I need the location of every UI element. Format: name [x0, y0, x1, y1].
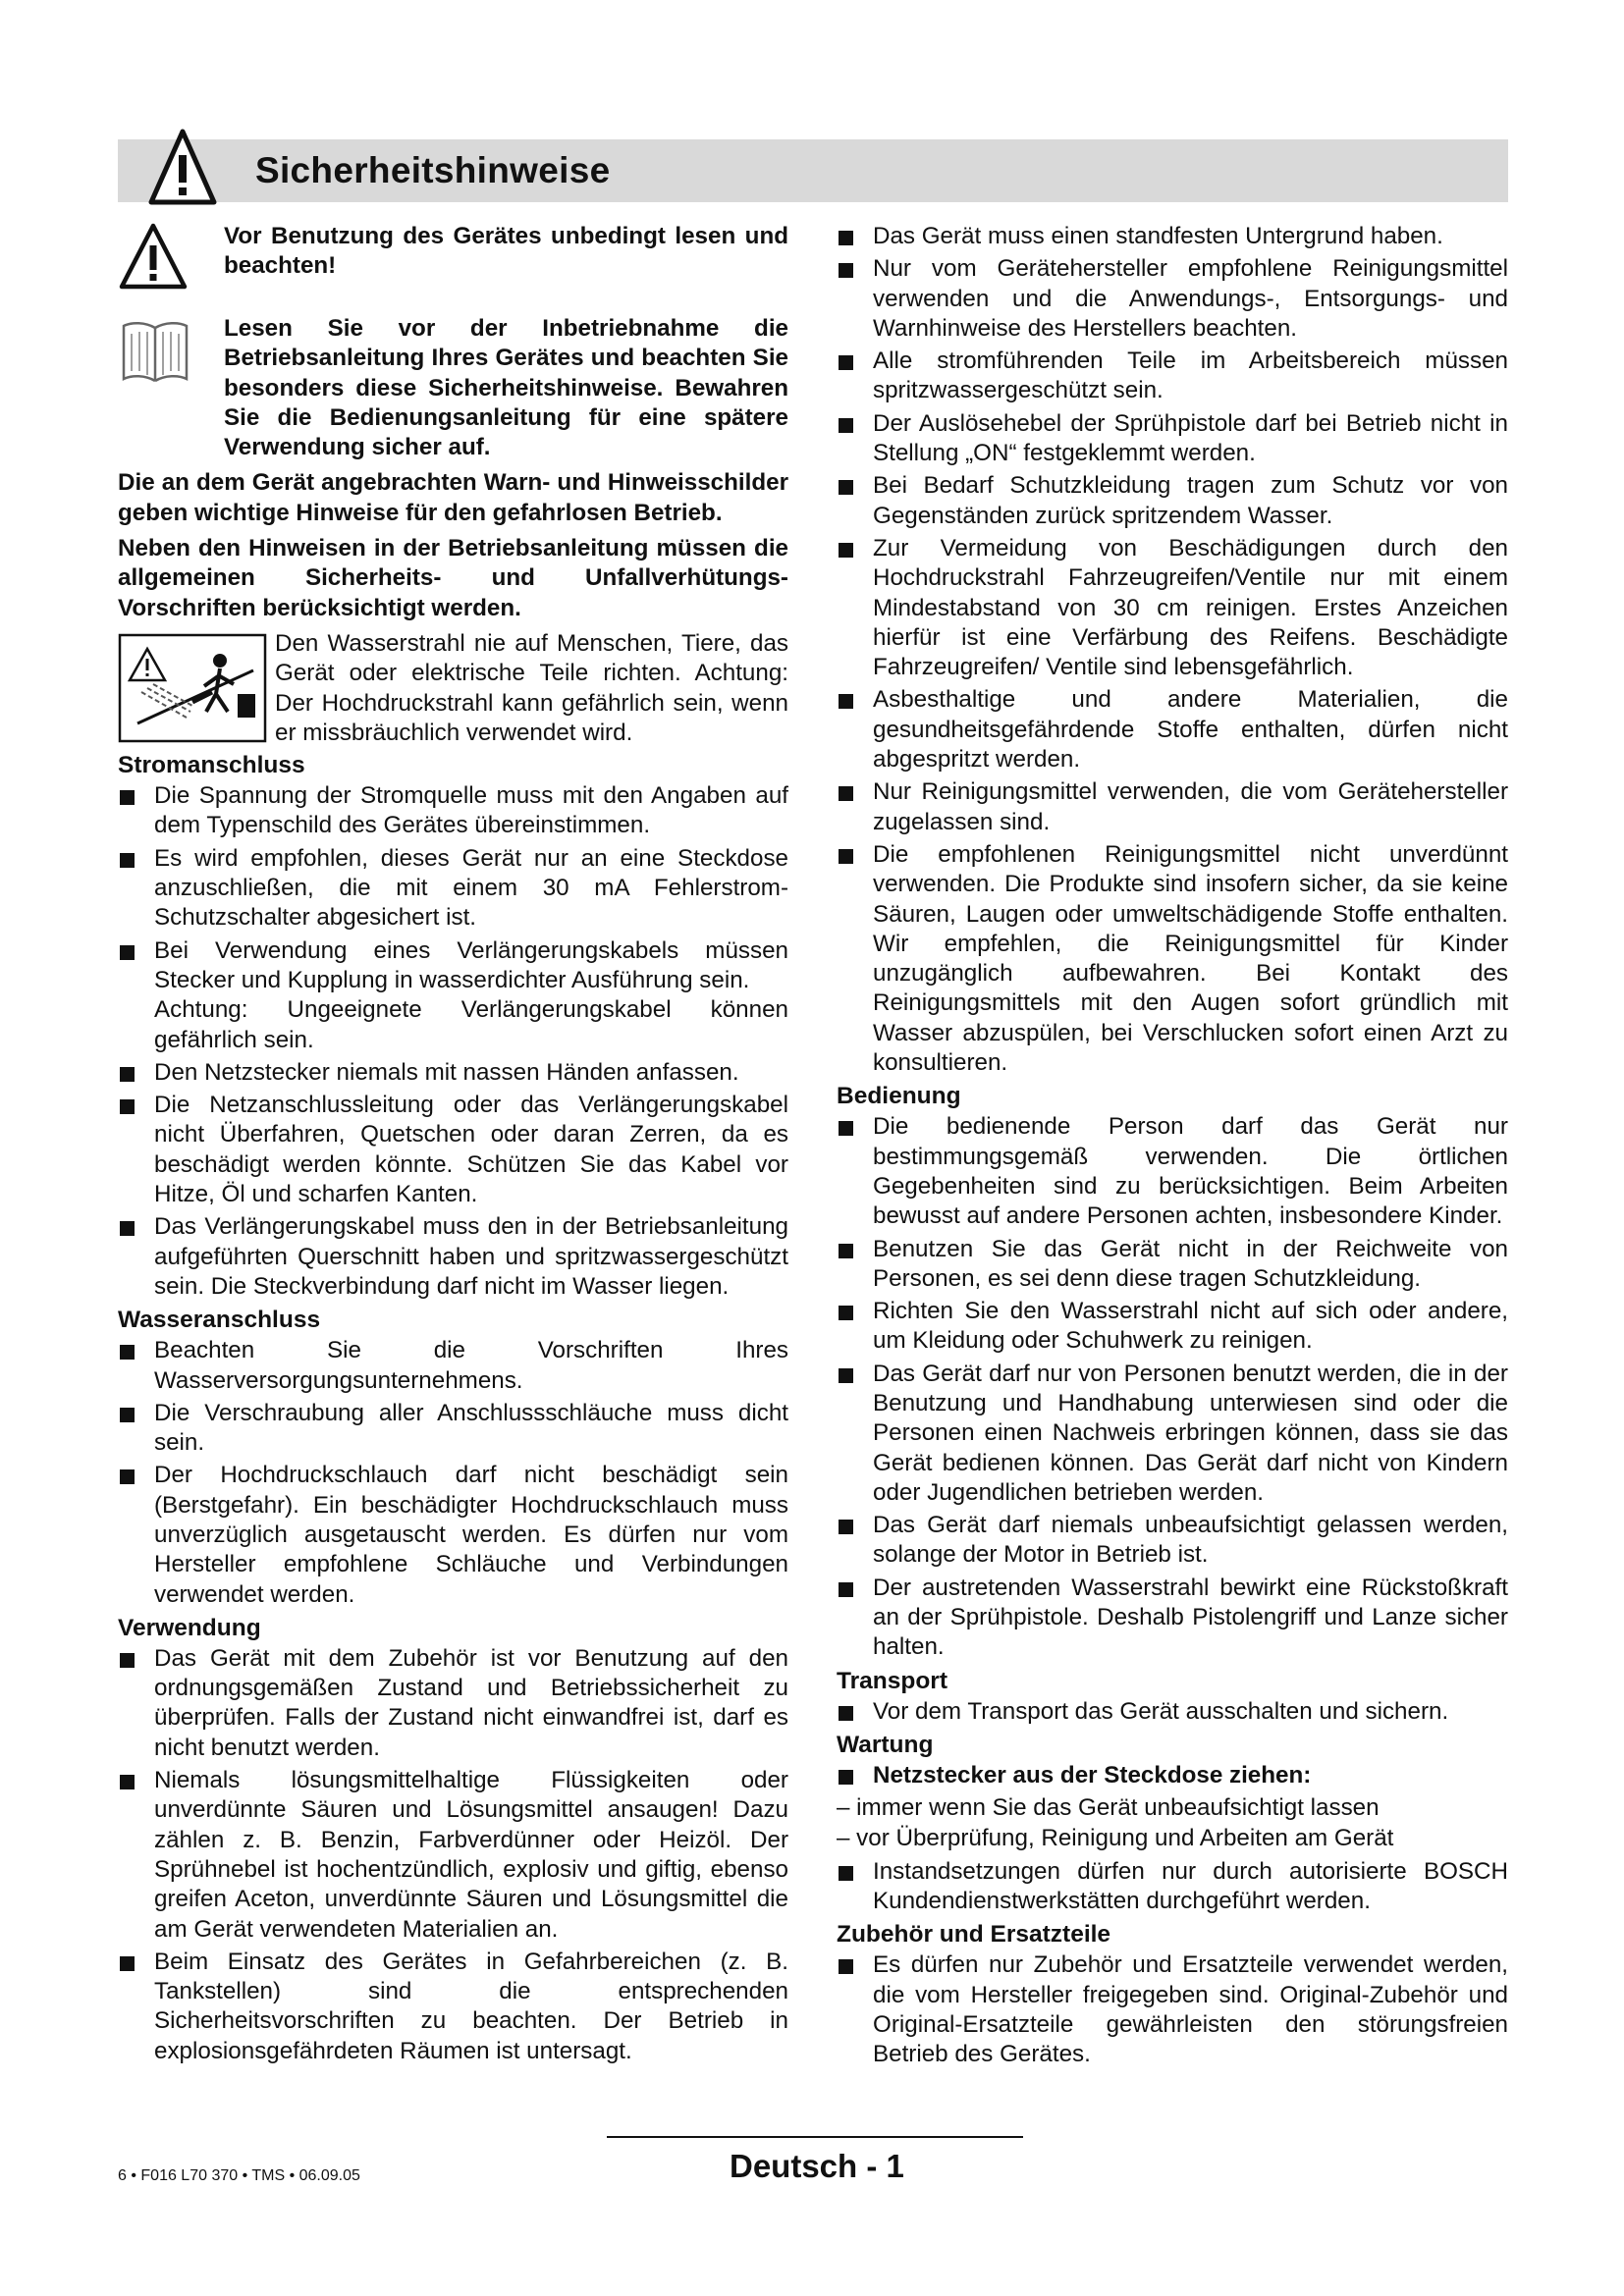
manual-lead-text: Lesen Sie vor der Inbetriebnahme die Betriebsanleitung Ihres Gerätes und beachten Sie besonders diese Sicherheitshinweise. Bewahren Sie die Bedienungsanleitung für eine spätere Verwendung sicher auf.: [224, 315, 788, 461]
list-item: Die Verschraubung aller Anschlussschläuche muss dicht sein.: [118, 1399, 788, 1459]
list-item: Das Gerät mit dem Zubehör ist vor Benutzung auf den ordnungsgemäßen Zustand und Betriebssicherheit zu überprüfen. Falls der Zustand nicht einwandfrei ist, darf es nicht benutzt werden.: [118, 1644, 788, 1763]
warning-lead-text: Vor Benutzung des Gerätes unbedingt lesen und beachten!: [224, 223, 788, 280]
book-manual-icon: [118, 318, 192, 387]
list-item: Es wird empfohlen, dieses Gerät nur an eine Steckdose anzuschließen, die mit einem 30 mA Fehlerstrom-Schutzschalter abgesichert ist.: [118, 844, 788, 934]
list-item: Der Auslösehebel der Sprühpistole darf bei Betrieb nicht in Stellung „ON“ festgeklemmt werden.: [837, 409, 1508, 469]
list-item: Die Spannung der Stromquelle muss mit den Angaben auf dem Typenschild des Gerätes übereinstimmen.: [118, 781, 788, 841]
warning-triangle-icon: [118, 222, 189, 293]
list-item: Der austretenden Wasserstrahl bewirkt eine Rückstoßkraft an der Sprühpistole. Deshalb Pistolengriff und Lanze sicher halten.: [837, 1574, 1508, 1663]
list-item: Die Netzanschlussleitung oder das Verlängerungskabel nicht Überfahren, Quetschen oder daran Zerren, da es beschädigt werden könnte. Schützen Sie das Kabel vor Hitze, Öl und scharfen Kanten.: [118, 1091, 788, 1209]
list-item: Vor dem Transport das Gerät ausschalten und sichern.: [837, 1697, 1508, 1727]
section-heading-zubehoer: Zubehör und Ersatzteile: [837, 1921, 1111, 1949]
section-heading-stromanschluss: Stromanschluss: [118, 752, 305, 779]
list-item: Niemals lösungsmittelhaltige Flüssigkeiten oder unverdünnte Säuren und Lösungsmittel ansaugen! Dazu zählen z. B. Benzin, Farbverdünner oder Heizöl. Der Sprühnebel ist hochentzündlich, explosiv und giftig, ebenso greifen Aceton, unverdünnte Säuren und Lösungsmittel die am Gerät verwendeten Materialien an.: [118, 1766, 788, 1945]
list-item: Beim Einsatz des Gerätes in Gefahrbereichen (z. B. Tankstellen) sind die entsprechenden Sicherheitsvorschriften zu beachten. Der Betrieb in explosionsgefährdeten Räumen ist untersagt.: [118, 1948, 788, 2066]
list-item-note: Achtung: Ungeeignete Verlängerungskabel können gefährlich sein.: [154, 996, 788, 1053]
list-item: Das Gerät darf nur von Personen benutzt werden, die in der Benutzung und Handhabung unterwiesen sind oder die Personen einen Nachweis erbringen können, dass sie das Gerät bedienen können. Das Gerät darf nicht von Kindern oder Jugendlichen betrieben werden.: [837, 1360, 1508, 1508]
warning-triangle-icon: [147, 126, 218, 210]
transport-list: [837, 1697, 1508, 1727]
list-item: Die empfohlenen Reinigungsmittel nicht unverdünnt verwenden. Die Produkte sind insofern sicher, da sie keine Säuren, Laugen oder umweltschädigende Stoffe enthalten. Wir empfehlen, die Reinigungsmittel für Kinder unzugänglich aufbewahren. Bei Kontakt des Reinigungsmittels mit den Augen sofort gründlich mit Wasser abzuspülen, bei Verschlucken sofort einen Arzt zu konsultieren.: [837, 840, 1508, 1078]
list-item: Netzstecker aus der Steckdose ziehen:: [837, 1761, 1508, 1790]
wartung-list: [837, 1857, 1508, 1917]
page-title: Sicherheitshinweise: [255, 150, 611, 190]
zubehoer-list: [837, 1950, 1508, 2069]
list-item: Instandsetzungen dürfen nur durch autorisierte BOSCH Kundendienstwerkstätten durchgeführt werden.: [837, 1857, 1508, 1917]
regulations-paragraph: Neben den Hinweisen in der Betriebsanleitung müssen die allgemeinen Sicherheits- und Unfallverhütungs-Vorschriften berücksichtigt werden.: [118, 535, 788, 621]
wartung-dash-line: – vor Überprüfung, Reinigung und Arbeiten am Gerät: [837, 1824, 1394, 1851]
manual-note: [118, 314, 788, 462]
right-column: [837, 222, 1508, 2073]
list-item: Zur Vermeidung von Beschädigungen durch den Hochdruckstrahl Fahrzeugreifen/Ventile nur mit einem Mindestabstand von 30 cm reinigen. Erstes Anzeichen hierfür ist eine Verfärbung des Reifens. Beschädigte Fahrzeugreifen/ Ventile sind lebensgefährlich.: [837, 534, 1508, 682]
list-item: Richten Sie den Wasserstrahl nicht auf sich oder andere, um Kleidung oder Schuhwerk zu reinigen.: [837, 1297, 1508, 1357]
section-heading-verwendung: Verwendung: [118, 1614, 261, 1641]
list-item: Das Verlängerungskabel muss den in der Betriebsanleitung aufgeführten Querschnitt haben und spritzwassergeschützt sein. Die Steckverbindung darf nicht im Wasser liegen.: [118, 1212, 788, 1302]
list-item: Alle stromführenden Teile im Arbeitsbereich müssen spritzwassergeschützt sein.: [837, 347, 1508, 406]
list-item: Bei Bedarf Schutzkleidung tragen zum Schutz vor von Gegenständen zurück spritzendem Wasser.: [837, 471, 1508, 531]
water-jet-warning: [118, 629, 788, 748]
warning-note: [118, 222, 788, 304]
list-item: Benutzen Sie das Gerät nicht in der Reichweite von Personen, es sei denn diese tragen Schutzkleidung.: [837, 1235, 1508, 1295]
bedienung-list: [837, 1112, 1508, 1662]
list-item: Den Netzstecker niemals mit nassen Händen anfassen.: [118, 1058, 788, 1088]
section-header: [118, 139, 1508, 202]
left-column: [118, 222, 788, 2069]
water-jet-warning-text: Den Wasserstrahl nie auf Menschen, Tiere, das Gerät oder elektrische Teile richten. Achtung: Der Hochdruckstrahl kann gefährlich sein, wenn er missbräuchlich verwendet wird.: [275, 629, 788, 746]
footer-divider: [607, 2136, 1023, 2138]
list-item: Asbesthaltige und andere Materialien, die gesundheitsgefährdende Stoffe enthalten, dürfen nicht abgespritzt werden.: [837, 685, 1508, 774]
stromanschluss-list: [118, 781, 788, 1302]
list-item: Die bedienende Person darf das Gerät nur bestimmungsgemäß verwenden. Die örtlichen Gegebenheiten sind zu berücksichtigen. Beim Arbeiten bewusst auf andere Personen achten, insbesondere Kinder.: [837, 1112, 1508, 1231]
list-item: Beachten Sie die Vorschriften Ihres Wasserversorgungsunternehmens.: [118, 1336, 788, 1396]
list-item: Es dürfen nur Zubehör und Ersatzteile verwendet werden, die vom Hersteller freigegeben sind. Original-Zubehör und Original-Ersatzteile gewährleisten den störungsfreien Betrieb des Gerätes.: [837, 1950, 1508, 2069]
verwendung-list: [118, 1644, 788, 2066]
section-heading-transport: Transport: [837, 1667, 947, 1694]
warning-signs-paragraph: Die an dem Gerät angebrachten Warn- und Hinweisschilder geben wichtige Hinweise für den gefahrlosen Betrieb.: [118, 469, 788, 526]
list-item: Das Gerät darf niemals unbeaufsichtigt gelassen werden, solange der Motor in Betrieb ist.: [837, 1511, 1508, 1571]
water-jet-warning-icon: [118, 633, 267, 743]
footer-document-code: 6 • F016 L70 370 • TMS • 06.09.05: [118, 2167, 360, 2184]
list-item: Das Gerät muss einen standfesten Untergrund haben.: [837, 222, 1508, 251]
list-item: Nur Reinigungsmittel verwenden, die vom Gerätehersteller zugelassen sind.: [837, 777, 1508, 837]
wasseranschluss-list: [118, 1336, 788, 1610]
general-safety-list: [837, 222, 1508, 1078]
section-heading-wartung: Wartung: [837, 1731, 934, 1758]
list-item: Der Hochdruckschlauch darf nicht beschädigt sein (Berstgefahr). Ein beschädigter Hochdruckschlauch muss unverzüglich ausgetauscht werden. Es dürfen nur vom Hersteller empfohlene Schläuche und Verbindungen verwendet werden.: [118, 1461, 788, 1609]
list-item: Nur vom Gerätehersteller empfohlene Reinigungsmittel verwenden und die Anwendungs-, Entsorgungs- und Warnhinweise des Herstellers beachten.: [837, 254, 1508, 344]
list-item: Bei Verwendung eines Verlängerungskabels müssen Stecker und Kupplung in wasserdichter Ausführung sein. Achtung: Ungeeignete Verlängerungskabel können gefährlich sein.: [118, 936, 788, 1055]
wartung-dash-line: – immer wenn Sie das Gerät unbeaufsichtigt lassen: [837, 1794, 1380, 1822]
section-heading-bedienung: Bedienung: [837, 1083, 961, 1110]
footer-page-label: Deutsch - 1: [730, 2148, 904, 2184]
wartung-bold-list: [837, 1761, 1508, 1790]
section-heading-wasseranschluss: Wasseranschluss: [118, 1307, 321, 1334]
